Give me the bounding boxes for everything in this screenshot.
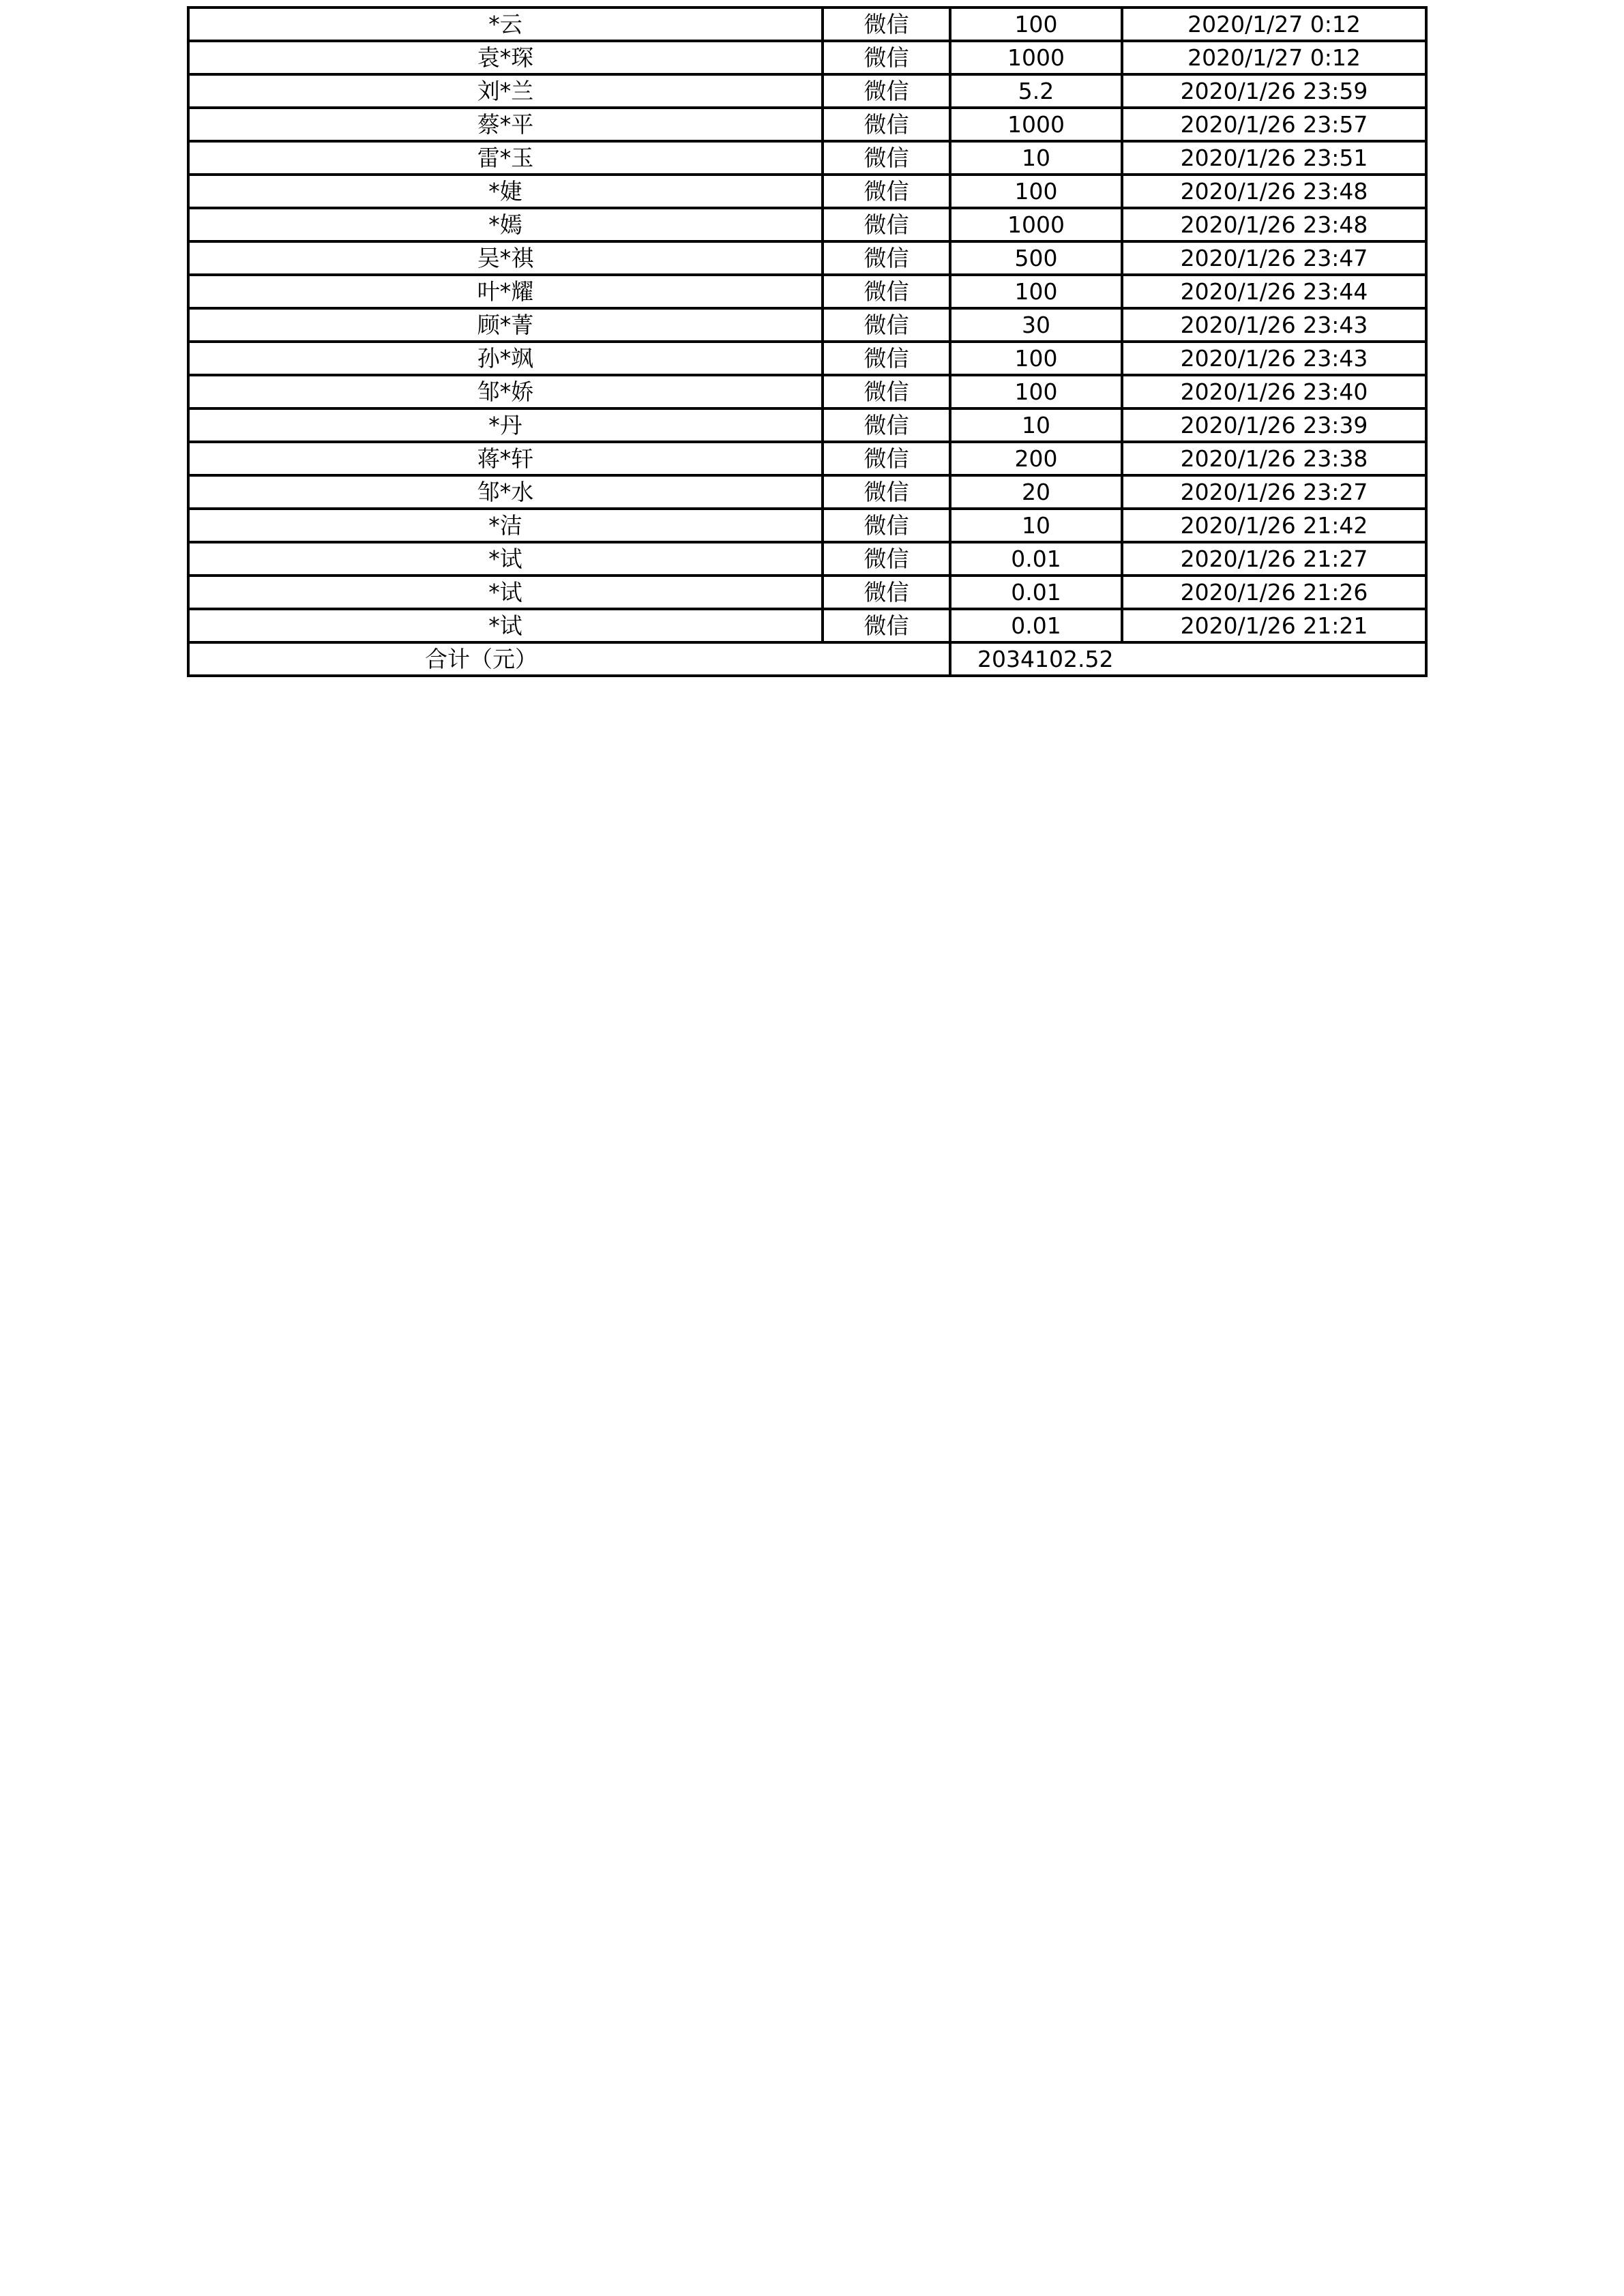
payment-channel: 微信 — [823, 408, 950, 442]
table-row — [188, 275, 1426, 308]
donation-amount: 100 — [950, 275, 1122, 308]
donation-time: 2020/1/26 23:43 — [1122, 342, 1426, 375]
total-label: 合计（元） — [188, 642, 950, 676]
donor-name: *云 — [188, 8, 823, 41]
donor-name: 袁*琛 — [188, 41, 823, 74]
donation-time: 2020/1/26 23:38 — [1122, 442, 1426, 475]
donation-amount: 5.2 — [950, 74, 1122, 108]
payment-channel: 微信 — [823, 108, 950, 141]
donor-name: 蔡*平 — [188, 108, 823, 141]
donation-time: 2020/1/26 23:39 — [1122, 408, 1426, 442]
payment-channel: 微信 — [823, 308, 950, 342]
payment-channel: 微信 — [823, 576, 950, 609]
payment-channel: 微信 — [823, 509, 950, 542]
table-row — [188, 41, 1426, 74]
table-row — [188, 375, 1426, 408]
donation-time: 2020/1/26 23:48 — [1122, 175, 1426, 208]
donation-time: 2020/1/26 23:59 — [1122, 74, 1426, 108]
donor-name: *试 — [188, 609, 823, 642]
donation-amount: 0.01 — [950, 609, 1122, 642]
donor-name: *婕 — [188, 175, 823, 208]
donation-time: 2020/1/26 23:43 — [1122, 308, 1426, 342]
donor-name: *嫣 — [188, 208, 823, 241]
donor-name: *洁 — [188, 509, 823, 542]
donor-name: 顾*菁 — [188, 308, 823, 342]
donation-time: 2020/1/26 23:27 — [1122, 475, 1426, 509]
table-row — [188, 308, 1426, 342]
donor-name: *试 — [188, 576, 823, 609]
donation-table-body — [188, 8, 1426, 676]
donation-time: 2020/1/26 23:51 — [1122, 141, 1426, 175]
donation-time: 2020/1/26 23:48 — [1122, 208, 1426, 241]
payment-channel: 微信 — [823, 141, 950, 175]
donation-amount: 10 — [950, 141, 1122, 175]
table-row — [188, 208, 1426, 241]
donation-time: 2020/1/26 23:40 — [1122, 375, 1426, 408]
total-value: 2034102.52 — [950, 642, 1426, 676]
table-row — [188, 442, 1426, 475]
payment-channel: 微信 — [823, 342, 950, 375]
table-row — [188, 141, 1426, 175]
table-row — [188, 509, 1426, 542]
donation-amount: 100 — [950, 175, 1122, 208]
donation-amount: 1000 — [950, 208, 1122, 241]
table-row — [188, 408, 1426, 442]
donation-amount: 10 — [950, 509, 1122, 542]
donation-time: 2020/1/27 0:12 — [1122, 41, 1426, 74]
payment-channel: 微信 — [823, 375, 950, 408]
table-row — [188, 74, 1426, 108]
donation-time: 2020/1/26 23:44 — [1122, 275, 1426, 308]
table-row — [188, 475, 1426, 509]
payment-channel: 微信 — [823, 542, 950, 576]
donation-table — [187, 6, 1428, 677]
donor-name: 刘*兰 — [188, 74, 823, 108]
table-row — [188, 175, 1426, 208]
table-row — [188, 542, 1426, 576]
donor-name: 邹*水 — [188, 475, 823, 509]
donor-name: *试 — [188, 542, 823, 576]
donation-amount: 100 — [950, 342, 1122, 375]
donor-name: 叶*耀 — [188, 275, 823, 308]
donation-amount: 1000 — [950, 41, 1122, 74]
payment-channel: 微信 — [823, 175, 950, 208]
payment-channel: 微信 — [823, 74, 950, 108]
payment-channel: 微信 — [823, 8, 950, 41]
table-row — [188, 108, 1426, 141]
donation-time: 2020/1/26 23:47 — [1122, 241, 1426, 275]
donation-amount: 200 — [950, 442, 1122, 475]
donor-name: 蒋*轩 — [188, 442, 823, 475]
donation-time: 2020/1/26 21:21 — [1122, 609, 1426, 642]
donation-amount: 100 — [950, 375, 1122, 408]
payment-channel: 微信 — [823, 609, 950, 642]
donor-name: 孙*飒 — [188, 342, 823, 375]
donation-time: 2020/1/26 21:42 — [1122, 509, 1426, 542]
payment-channel: 微信 — [823, 241, 950, 275]
payment-channel: 微信 — [823, 442, 950, 475]
table-row — [188, 241, 1426, 275]
donor-name: 吴*祺 — [188, 241, 823, 275]
donor-name: *丹 — [188, 408, 823, 442]
donation-time: 2020/1/27 0:12 — [1122, 8, 1426, 41]
donation-amount: 10 — [950, 408, 1122, 442]
payment-channel: 微信 — [823, 41, 950, 74]
donation-time: 2020/1/26 23:57 — [1122, 108, 1426, 141]
donation-amount: 0.01 — [950, 542, 1122, 576]
table-row — [188, 342, 1426, 375]
table-row — [188, 8, 1426, 41]
payment-channel: 微信 — [823, 475, 950, 509]
donation-amount: 0.01 — [950, 576, 1122, 609]
donation-time: 2020/1/26 21:27 — [1122, 542, 1426, 576]
donor-name: 雷*玉 — [188, 141, 823, 175]
donation-amount: 30 — [950, 308, 1122, 342]
donation-amount: 20 — [950, 475, 1122, 509]
table-row — [188, 609, 1426, 642]
table-row — [188, 576, 1426, 609]
donor-name: 邹*娇 — [188, 375, 823, 408]
donation-amount: 500 — [950, 241, 1122, 275]
payment-channel: 微信 — [823, 275, 950, 308]
payment-channel: 微信 — [823, 208, 950, 241]
donation-time: 2020/1/26 21:26 — [1122, 576, 1426, 609]
total-row — [188, 642, 1426, 676]
donation-amount: 1000 — [950, 108, 1122, 141]
donation-amount: 100 — [950, 8, 1122, 41]
